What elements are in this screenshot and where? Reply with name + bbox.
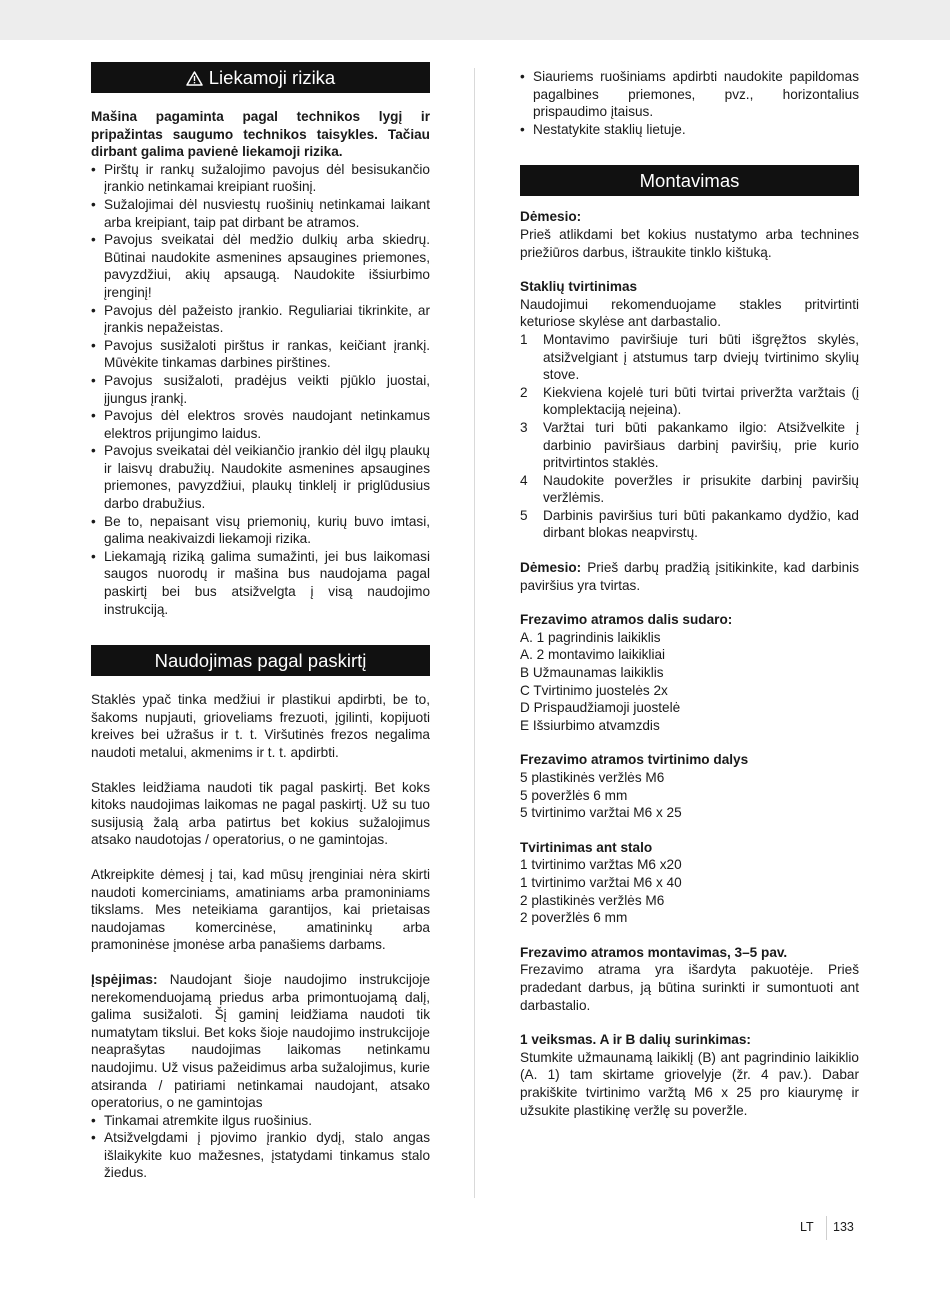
warning-icon (186, 71, 203, 86)
step-number: 5 (520, 507, 528, 523)
fixing-text: Naudojimui rekomenduojame stakles pritvirtinti keturiose skylėse ant darbastalio. (520, 296, 859, 330)
list-item: 1 tvirtinimo varžtas M6 x20 (520, 857, 682, 873)
list-item: 5 tvirtinimo varžtai M6 x 25 (520, 805, 682, 821)
warning-text: Naudojant šioje naudojimo instrukcijoje nerekomenduojamą priedus arba primontuojamą dalį, galima susižaloti. Šį gaminį leidžiama naudoti tik numatytam tikslui. Bet koks šioje naudojimo instrukcijoje neaprašytas naudojimas laikomas netinkamu naudojimu. Už visus pažeidimus arba sužalojimus, kurie atsiranda / patiriami netinkamai naudojant, atsako operatorius, o ne gamintojas (91, 971, 430, 1111)
list-item: B Užmaunamas laikiklis (520, 665, 664, 681)
intended-use-title: Naudojimas pagal paskirtį (154, 650, 367, 672)
fixing-steps (520, 331, 859, 542)
table-mount-list (520, 856, 859, 926)
list-item: • Tinkamai atremkite ilgus ruošinius. (91, 1112, 430, 1130)
fixing-title: Staklių tvirtinimas (520, 279, 638, 295)
top-bar (0, 0, 950, 40)
list-item: 2 poveržlės 6 mm (520, 910, 628, 926)
assembly-heading (520, 165, 859, 196)
step-text: Naudokite poveržles ir prisukite darbinį paviršių veržlėmis. (543, 472, 859, 506)
list-item: • Nestatykite staklių lietuje. (520, 121, 859, 139)
intended-use-paragraph-2: Stakles leidžiama naudoti tik pagal paskirtį. Bet koks kitoks naudojimas laikomas ne pagal paskirtį. Už su tuo susijusią žalą arba patirtus bet kokius sužalojimus atsako naudotojas / operatorius, o ne gamintojas. (91, 779, 430, 848)
intended-use-list (91, 1112, 430, 1182)
list-item: A. 1 pagrindinis laikiklis (520, 629, 661, 645)
list-item: • Pavojus dėl elektros srovės naudojant netinkamus elektros prijungimo laidus. (91, 407, 430, 442)
step-number: 3 (520, 419, 528, 435)
list-item (520, 384, 859, 419)
list-item: • Pavojus sveikatai dėl veikiančio įrankio dėl ilgų plaukų ir laisvų drabužių. Naudokite asmenines apsaugines priemones, pavyzdžiui, plaukų tinklelį ir priglūdusius darbo drabužius. (91, 442, 430, 512)
attention-2-label: Dėmesio: (520, 560, 582, 576)
residual-risk-intro: Mašina pagaminta pagal technikos lygį ir pripažintas saugumo technikos taisykles. Tačiau dirbant galima pavienė liekamoji rizika. (91, 109, 430, 160)
step-number: 4 (520, 472, 528, 488)
list-item: E Išsiurbimo atvamzdis (520, 717, 660, 733)
list-item: D Prispaudžiamoji juostelė (520, 700, 681, 716)
intended-use-paragraph-1: Staklės ypač tinka medžiui ir plastikui apdirbti, be to, šakoms nupjauti, grioveliams frezuoti, įgilinti, kopijuoti kreives bei užrašus ir t. t. Viršutinės frezos negalima naudoti metalui, akmenims ir t. t. apdirbti. (91, 692, 430, 760)
attention-2-text: Prieš darbų pradžią įsitikinkite, kad darbinis paviršius yra tvirtas. (520, 560, 859, 593)
intended-use-paragraph-3: Atkreipkite dėmesį į tai, kad mūsų įrenginiai nėra skirti naudoti komerciniams, amatiniams arba pramoniniams tikslams. Mes neteikiama garantijos, kai prietaisas naudojamas komercinėse, amatininkų arba pramoninėse įmonėse arba panašiems darbams. (91, 866, 430, 953)
language-code: LT (800, 1220, 814, 1234)
top-list (520, 68, 859, 138)
residual-risk-title: Liekamoji rizika (208, 67, 336, 88)
list-item: • Pirštų ir rankų sužalojimo pavojus dėl besisukančio įrankio netinkamai kreipiant ruošinį. (91, 161, 430, 196)
list-item: • Sužalojimai dėl nusviestų ruošinių netinkamai laikant arba kreipiant, taip pat dirbant be atramos. (91, 196, 430, 231)
step-text: Darbinis paviršius turi būti pakankamo dydžio, kad dirbant blokas neapvirstų. (543, 507, 859, 541)
fence-assembly-text: Frezavimo atrama yra išardyta pakuotėje. Prieš pradedant darbus, ją būtina surinkti ir sumontuoti ant darbastalio. (520, 962, 859, 1013)
list-item (520, 331, 859, 384)
list-item (520, 419, 859, 472)
step-text: Montavimo paviršiuje turi būti išgręžtos skylės, atsižvelgiant į atstumus tarp dviejų tvirtinimo skylių stove. (543, 331, 859, 383)
residual-risk-list (91, 161, 430, 618)
attention-label: Dėmesio: (520, 209, 582, 225)
page-number: 133 (833, 1220, 854, 1234)
list-item: • Be to, nepaisant visų priemonių, kurių buvo imtasi, galima neakivaizdi liekamoji rizika. (91, 513, 430, 548)
right-column (520, 68, 859, 1119)
list-item: • Pavojus susižaloti pirštus ir rankas, keičiant įrankį. Mūvėkite tinkamas darbines pirštines. (91, 337, 430, 372)
footer-divider (826, 1216, 827, 1240)
step-1-text: Stumkite užmaunamą laikiklį (B) ant pagrindinio laikiklio (A. 1) tam skirtame griovelyje (žr. 4 pav.). Dabar prakiškite tvirtinimo varžtą M6 x 25 pro kiaurymę ir užsukite plastikinę veržlę su poveržle. (520, 1049, 859, 1118)
list-item (520, 472, 859, 507)
assembly-title: Montavimas (639, 170, 740, 192)
step-1-title: 1 veiksmas. A ir B dalių surinkimas: (520, 1032, 751, 1048)
table-mount-title: Tvirtinimas ant stalo (520, 839, 653, 855)
step-number: 2 (520, 384, 528, 400)
list-item: • Pavojus sveikatai dėl medžio dulkių arba skiedrų. Būtinai naudokite asmenines apsaugines priemones, pavyzdžiui, akių apsaugą. Naudokite išsiurbimo įrenginį! (91, 231, 430, 301)
list-item: • Pavojus dėl pažeisto įrankio. Reguliariai tikrinkite, ar įrankis nepažeistas. (91, 302, 430, 337)
list-item: • Liekamąją riziką galima sumažinti, jei bus laikomasi saugos nuorodų ir mašina bus naudojama pagal paskirtį bei bus atsižvelgta į visą naudojimo instrukciją. (91, 548, 430, 618)
list-item: 2 plastikinės veržlės M6 (520, 892, 665, 908)
left-column (91, 62, 430, 1182)
residual-risk-heading (91, 62, 430, 93)
fence-parts-list (520, 629, 859, 735)
list-item: C Tvirtinimo juostelės 2x (520, 682, 668, 698)
list-item: A. 2 montavimo laikikliai (520, 647, 666, 663)
warning-paragraph (91, 971, 430, 1112)
fence-assembly-title: Frezavimo atramos montavimas, 3–5 pav. (520, 944, 788, 960)
attention-text: Prieš atlikdami bet kokius nustatymo arba technines priežiūros darbus, ištraukite tinklo kištuką. (520, 226, 859, 260)
step-text: Kiekviena kojelė turi būti tvirtai priveržta varžtais (į komplektaciją neįeina). (543, 384, 859, 418)
list-item: 5 plastikinės veržlės M6 (520, 770, 665, 785)
list-item (520, 507, 859, 542)
step-text: Varžtai turi būti pakankamo ilgio: Atsižvelkite į darbinio paviršiaus darbinį paviršių, prie kurio pritvirtintos staklės. (543, 419, 859, 471)
fixing-parts-title: Frezavimo atramos tvirtinimo dalys (520, 752, 749, 768)
column-divider (474, 68, 475, 1198)
list-item: 5 poveržlės 6 mm (520, 787, 628, 803)
list-item: • Atsižvelgdami į pjovimo įrankio dydį, stalo angas išlaikykite kuo mažesnes, įstatydami tinkamus stalo žiedus. (91, 1129, 430, 1182)
intended-use-heading (91, 645, 430, 676)
fixing-parts-list (520, 769, 859, 822)
list-item: • Pavojus susižaloti, pradėjus veikti pjūklo juostai, įjungus įrankį. (91, 372, 430, 407)
warning-label: Įspėjimas: (91, 971, 158, 987)
attention-2-paragraph (520, 559, 859, 594)
step-number: 1 (520, 331, 528, 347)
list-item: 1 tvirtinimo varžtai M6 x 40 (520, 874, 682, 890)
fence-parts-title: Frezavimo atramos dalis sudaro: (520, 612, 733, 628)
list-item: • Siauriems ruošiniams apdirbti naudokite papildomas pagalbines priemones, pvz., horizontalius prispaudimo įtaisus. (520, 68, 859, 121)
